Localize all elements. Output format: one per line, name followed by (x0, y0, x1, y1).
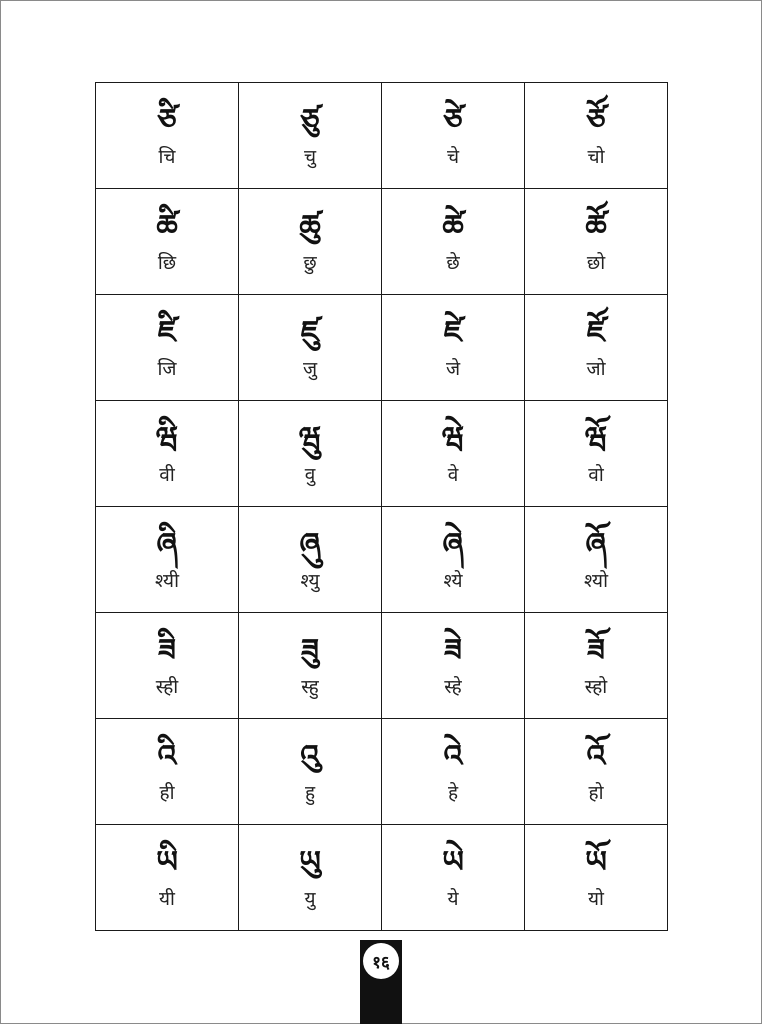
syllable-cell-content (96, 613, 238, 718)
devanagari-transliteration: जो (586, 357, 606, 380)
syllable-cell (239, 825, 382, 931)
syllable-cell-content (239, 401, 381, 506)
devanagari-transliteration: चु (303, 145, 317, 168)
tibetan-syllable: ཛུ (300, 314, 320, 350)
syllable-cell-content (239, 295, 381, 400)
table-row (96, 295, 668, 401)
syllable-cell (239, 613, 382, 719)
syllable-cell-content (96, 719, 238, 824)
syllable-cell-content (239, 507, 381, 612)
tibetan-syllable: ཝེ (441, 420, 465, 456)
table-row (96, 189, 668, 295)
syllable-cell-content (525, 507, 667, 612)
devanagari-transliteration: स्ही (155, 675, 179, 698)
syllable-cell (382, 613, 525, 719)
devanagari-transliteration: ही (159, 781, 175, 804)
tibetan-syllable: ཚོ (585, 208, 607, 244)
syllable-cell (96, 613, 239, 719)
devanagari-transliteration: चो (587, 145, 605, 168)
syllable-cell-content (382, 295, 524, 400)
syllable-cell-content (382, 825, 524, 930)
devanagari-transliteration: जि (157, 357, 177, 380)
syllable-cell (96, 401, 239, 507)
devanagari-transliteration: चे (446, 145, 460, 168)
tibetan-syllable: ཙི (157, 102, 177, 138)
syllable-cell (382, 295, 525, 401)
syllable-cell (525, 613, 668, 719)
tibetan-syllable: ཚི (156, 208, 178, 244)
table-row (96, 825, 668, 931)
syllable-cell (382, 401, 525, 507)
syllable-cell (96, 507, 239, 613)
devanagari-transliteration: जे (445, 357, 461, 380)
table-row (96, 613, 668, 719)
tibetan-syllable: ཝོ (584, 420, 608, 456)
tibetan-syllable: ཟོ (587, 632, 605, 668)
tibetan-syllable: ཛེ (443, 314, 463, 350)
tibetan-syllable: འེ (443, 738, 463, 774)
tibetan-syllable: ཡེ (442, 844, 464, 880)
syllable-cell-content (382, 613, 524, 718)
syllable-cell (382, 719, 525, 825)
syllable-cell (382, 83, 525, 189)
tibetan-syllable: འུ (300, 738, 320, 774)
tibetan-syllable: ཚུ (299, 208, 321, 244)
syllable-cell-content (382, 83, 524, 188)
syllable-cell (525, 295, 668, 401)
tibetan-syllable: ཞོ (585, 526, 607, 562)
syllable-table-body (96, 83, 668, 931)
devanagari-transliteration: वु (304, 463, 316, 486)
devanagari-transliteration: यो (588, 887, 604, 910)
syllable-cell-content (239, 83, 381, 188)
syllable-cell-content (239, 613, 381, 718)
devanagari-transliteration: श्यु (300, 569, 320, 592)
syllable-cell-content (239, 825, 381, 930)
syllable-cell (382, 189, 525, 295)
tibetan-syllable: ཙེ (443, 102, 463, 138)
tibetan-syllable: ཝུ (298, 420, 322, 456)
devanagari-transliteration: छो (586, 251, 606, 274)
syllable-cell-content (96, 295, 238, 400)
syllable-cell-content (96, 825, 238, 930)
tibetan-syllable: ཡུ (299, 844, 321, 880)
syllable-cell-content (525, 295, 667, 400)
syllable-cell (239, 83, 382, 189)
syllable-cell (525, 719, 668, 825)
syllable-cell-content (525, 613, 667, 718)
syllable-cell (239, 507, 382, 613)
tibetan-syllable: ཝི (155, 420, 179, 456)
syllable-cell-content (525, 83, 667, 188)
syllable-cell-content (382, 507, 524, 612)
devanagari-transliteration: यी (159, 887, 175, 910)
tibetan-syllable: ཟེ (444, 632, 462, 668)
devanagari-transliteration: स्हे (444, 675, 462, 698)
syllable-cell (96, 83, 239, 189)
devanagari-transliteration: वे (447, 463, 459, 486)
syllable-cell-content (382, 401, 524, 506)
tibetan-syllable: ཙུ (300, 102, 320, 138)
syllable-cell (239, 189, 382, 295)
syllable-cell (96, 825, 239, 931)
devanagari-transliteration: ये (447, 887, 459, 910)
syllable-cell (239, 401, 382, 507)
devanagari-transliteration: वो (588, 463, 604, 486)
page-number: १६ (363, 943, 399, 979)
syllable-cell (525, 83, 668, 189)
table-row (96, 507, 668, 613)
syllable-cell (239, 719, 382, 825)
syllable-cell-content (239, 719, 381, 824)
syllable-cell-content (525, 189, 667, 294)
tibetan-syllable: ཚེ (442, 208, 464, 244)
devanagari-transliteration: स्हो (584, 675, 608, 698)
tibetan-syllable: ཛོ (586, 314, 606, 350)
syllable-cell (525, 507, 668, 613)
devanagari-transliteration: स्हु (301, 675, 319, 698)
tibetan-syllable: ཙོ (586, 102, 606, 138)
devanagari-transliteration: हे (447, 781, 459, 804)
syllable-cell (382, 825, 525, 931)
syllable-cell-content (525, 825, 667, 930)
devanagari-transliteration: छि (157, 251, 177, 274)
tibetan-syllable: ཡི (156, 844, 178, 880)
syllable-cell (96, 719, 239, 825)
syllable-cell (525, 825, 668, 931)
syllable-cell-content (96, 83, 238, 188)
tibetan-syllable: ཛི (157, 314, 177, 350)
syllable-cell-content (96, 507, 238, 612)
table-row (96, 719, 668, 825)
tibetan-syllable: ཟུ (301, 632, 319, 668)
devanagari-transliteration: श्यी (154, 569, 180, 592)
devanagari-transliteration: छे (446, 251, 460, 274)
devanagari-transliteration: छु (303, 251, 317, 274)
devanagari-transliteration: वी (159, 463, 175, 486)
tibetan-syllable: ཡོ (585, 844, 607, 880)
syllable-cell-content (96, 401, 238, 506)
syllable-cell-content (525, 719, 667, 824)
devanagari-transliteration: हु (304, 781, 316, 804)
syllable-cell (239, 295, 382, 401)
table-row (96, 401, 668, 507)
syllable-cell (525, 189, 668, 295)
devanagari-transliteration: श्यो (583, 569, 609, 592)
tibetan-syllable: ཟི (158, 632, 176, 668)
table-row (96, 83, 668, 189)
tibetan-syllable: འོ (586, 738, 606, 774)
devanagari-transliteration: यु (304, 887, 316, 910)
tibetan-syllable: ཞི (156, 526, 178, 562)
tibetan-syllable: འི (157, 738, 177, 774)
syllable-cell (525, 401, 668, 507)
tibetan-syllable: ཞེ (442, 526, 464, 562)
syllable-cell-content (382, 189, 524, 294)
tibetan-syllable: ཞུ (299, 526, 321, 562)
syllable-cell-content (382, 719, 524, 824)
devanagari-transliteration: हो (588, 781, 604, 804)
syllable-table (95, 82, 668, 931)
syllable-cell-content (525, 401, 667, 506)
devanagari-transliteration: जु (302, 357, 318, 380)
syllable-cell-content (239, 189, 381, 294)
syllable-cell (96, 189, 239, 295)
syllable-cell-content (96, 189, 238, 294)
syllable-cell (96, 295, 239, 401)
syllable-cell (382, 507, 525, 613)
devanagari-transliteration: श्ये (443, 569, 463, 592)
devanagari-transliteration: चि (158, 145, 176, 168)
